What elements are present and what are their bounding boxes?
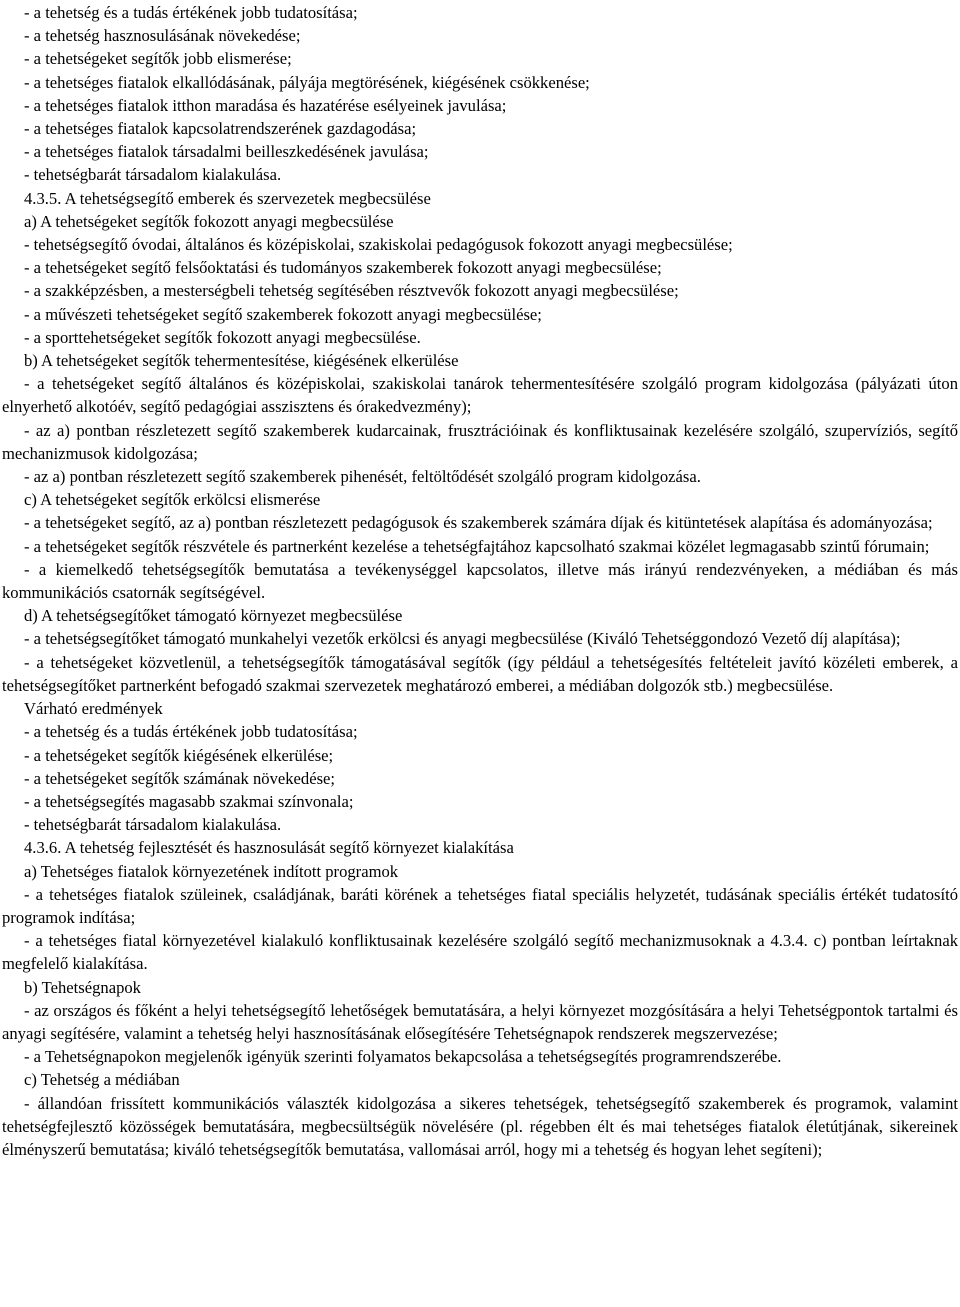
paragraph: - a tehetségsegítőket támogató munkahelyi vezetők erkölcsi és anyagi megbecsülése (Kiváló Tehetséggondozó Vezető díj alapítása); <box>24 629 901 649</box>
paragraph: 4.3.5. A tehetségsegítő emberek és szervezetek megbecsülése <box>24 188 431 208</box>
paragraph: b) A tehetségeket segítők tehermentesítése, kiégésének elkerülése <box>24 351 459 371</box>
paragraph: - a tehetség hasznosulásának növekedése; <box>24 26 301 46</box>
paragraph: - a tehetséges fiatalok kapcsolatrendszerének gazdagodása; <box>24 119 417 139</box>
paragraph: Várható eredmények <box>24 699 163 719</box>
paragraph: - a tehetséges fiatalok társadalmi beilleszkedésének javulása; <box>24 142 429 162</box>
paragraph: - a tehetségeket segítők jobb elismerése; <box>24 49 292 69</box>
paragraph: b) Tehetségnapok <box>24 977 141 997</box>
paragraph: - a kiemelkedő tehetségsegítők bemutatása a tevékenységgel kapcsolatos, illetve más irányú rendezvényeken, a médiában és más kommunikációs csatornák segítségével. <box>2 559 958 603</box>
paragraph: - a tehetségeket közvetlenül, a tehetségsegítők támogatásával segítők (így például a tehetségesítés feltételeit javító közéleti emberek, a tehetségsegítőket partnerként befogadó szakmai szervezetek meghatározó emberei, a médiában dolgozók stb.) megbecsülése. <box>2 652 958 695</box>
paragraph: - a tehetséges fiatalok szüleinek, családjának, baráti körének a tehetséges fiatal speciális helyzetét, tudásának speciális értékét tudatosító programok indítása; <box>2 884 958 927</box>
paragraph: - a tehetséges fiatalok elkallódásának, pályája megtörésének, kiégésének csökkenése; <box>24 72 590 92</box>
paragraph: - a szakképzésben, a mesterségbeli tehetség segítésében résztvevők fokozott anyagi megbecsülése; <box>24 281 679 301</box>
paragraph: - a tehetség és a tudás értékének jobb tudatosítása; <box>24 722 358 742</box>
paragraph: - tehetségbarát társadalom kialakulása. <box>24 165 282 185</box>
paragraph: - a tehetségeket segítő általános és középiskolai, szakiskolai tanárok tehermentesítésére szolgáló program kidolgozása (pályázati úton elnyerhető alkotóév, segítő pedagógiai asszisztens és órakedvezmény); <box>2 374 958 417</box>
paragraph: c) A tehetségeket segítők erkölcsi elismerése <box>24 490 321 510</box>
paragraph: 4.3.6. A tehetség fejlesztését és hasznosulását segítő környezet kialakítása <box>24 838 514 858</box>
paragraph: d) A tehetségsegítőket támogató környezet megbecsülése <box>24 606 403 626</box>
paragraph: - a művészeti tehetségeket segítő szakemberek fokozott anyagi megbecsülése; <box>24 304 542 324</box>
paragraph: - az a) pontban részletezett segítő szakemberek kudarcainak, frusztrációinak és konfliktusainak kezelésére szolgáló, szupervíziós, segítő mechanizmusok kidolgozása; <box>2 420 958 463</box>
paragraph: - tehetségbarát társadalom kialakulása. <box>24 815 282 835</box>
paragraph: - a tehetségeket segítők számának növekedése; <box>24 768 336 788</box>
paragraph: - a Tehetségnapokon megjelenők igényük szerinti folyamatos bekapcsolása a tehetségsegítés programrendszerébe. <box>24 1047 782 1067</box>
paragraph: - a tehetségeket segítő felsőoktatási és tudományos szakemberek fokozott anyagi megbecsülése; <box>24 258 662 278</box>
paragraph: - a sporttehetségeket segítők fokozott anyagi megbecsülése. <box>24 327 421 347</box>
paragraph: c) Tehetség a médiában <box>24 1070 180 1090</box>
paragraph: - az országos és főként a helyi tehetségsegítő lehetőségek bemutatására, a helyi környezet mozgósítására a helyi Tehetségpontok tartalmi és anyagi segítésére, valamint a tehetség helyi hasznosításának elősegítésére Tehetségnapok rendszerek megszervezése; <box>2 1000 958 1043</box>
paragraph: - állandóan frissített kommunikációs választék kidolgozása a sikeres tehetségek, tehetségsegítő szakemberek és programok, valamint tehetségfejlesztő közösségek bemutatására, megbecsültségük növelésére (pl. régebben élt és mai tehetséges fiatalok életútjának, sikereinek élményszerű bemutatása; kiváló tehetségsegítők bemutatása, vallomásai arról, hogy mi a tehetség és hogyan lehet segíteni); <box>2 1093 958 1159</box>
paragraph: a) A tehetségeket segítők fokozott anyagi megbecsülése <box>24 211 394 231</box>
paragraph: - a tehetségeket segítők részvétele és partnerként kezelése a tehetségfajtához kapcsolható szakmai közélet legmagasabb szintű fórumain; <box>24 536 930 556</box>
paragraph: - a tehetségeket segítő, az a) pontban részletezett pedagógusok és szakemberek számára díjak és kitüntetések alapítása és adományozása; <box>24 513 933 533</box>
paragraph: - az a) pontban részletezett segítő szakemberek pihenését, feltöltődését szolgáló program kidolgozása. <box>24 467 701 487</box>
paragraph: - a tehetségsegítés magasabb szakmai színvonala; <box>24 791 354 811</box>
paragraph: - a tehetséges fiatal környezetével kialakuló konfliktusainak kezelésére szolgáló segítő mechanizmusoknak a 4.3.4. c) pontban leírtaknak megfelelő kialakítása. <box>2 931 958 974</box>
paragraph: - a tehetségeket segítők kiégésének elkerülése; <box>24 745 334 765</box>
paragraph: - a tehetséges fiatalok itthon maradása és hazatérése esélyeinek javulása; <box>24 95 507 115</box>
paragraph: - tehetségsegítő óvodai, általános és középiskolai, szakiskolai pedagógusok fokozott anyagi megbecsülése; <box>24 235 733 255</box>
paragraph: - a tehetség és a tudás értékének jobb tudatosítása; <box>24 3 358 22</box>
paragraph: a) Tehetséges fiatalok környezetének indított programok <box>24 861 399 881</box>
